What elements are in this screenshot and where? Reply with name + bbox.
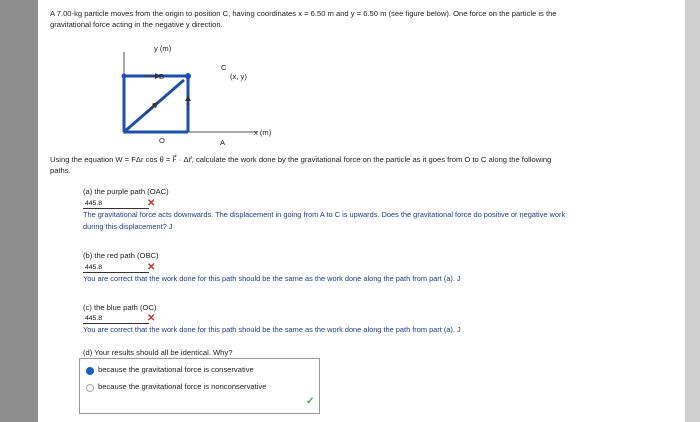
- x-axis-label: x (m): [254, 128, 272, 137]
- instruction-line1: Using the equation W = FΔr cos θ = F⃗ · Δr⃗, calculate the work done by the gravitational force on the particle as it goes from O to C along the following: [50, 155, 552, 164]
- part-a-label: (a) the purple path (OAC): [83, 187, 169, 196]
- part-a-answer-input[interactable]: 445.8: [83, 199, 149, 209]
- part-b-wrong-icon: ✕: [147, 262, 156, 273]
- arrow-oc: [146, 104, 156, 113]
- part-c-label: (c) the blue path (OC): [83, 303, 157, 312]
- part-d-label: (d) Your results should all be identical. Why?: [83, 348, 233, 357]
- option2-radio[interactable]: [86, 384, 94, 392]
- problem-text-line2: gravitational force acting in the negative y direction.: [50, 20, 223, 29]
- right-edge-strip: [685, 0, 700, 422]
- part-a-wrong-icon: ✕: [147, 198, 156, 209]
- path-figure: [108, 40, 288, 152]
- part-c-wrong-icon: ✕: [147, 313, 156, 324]
- part-a-feedback-line1: The gravitational force acts downwards. The displacement in going from A to C is upwards. Does the gravitational force do positive or negative work: [83, 210, 566, 219]
- coord-label: (x, y): [230, 72, 247, 81]
- part-c-answer-input[interactable]: 445.8: [83, 314, 149, 324]
- y-axis-label: y (m): [154, 44, 172, 53]
- point-a-label: A: [220, 138, 226, 147]
- part-b-label: (b) the red path (OBC): [83, 251, 159, 260]
- problem-text-line1: A 7.00-kg particle moves from the origin to position C, having coordinates x = 6.50 m and y = 6.50 m (see figure below). One force on the particle is the: [50, 9, 557, 18]
- part-b-answer-input[interactable]: 445.8: [83, 263, 149, 273]
- option2-label[interactable]: because the gravitational force is nonconservative: [98, 382, 267, 391]
- point-b-dot: [122, 74, 127, 79]
- part-c-feedback: You are correct that the work done for this path should be the same as the work done along the path from part (a). J: [83, 325, 461, 334]
- part-a-feedback-line2: during this displacement? J: [83, 222, 173, 231]
- part-b-feedback: You are correct that the work done for this path should be the same as the work done along the path from part (a). J: [83, 274, 461, 283]
- part-d-options-panel: [79, 358, 320, 414]
- option1-radio[interactable]: [86, 367, 94, 375]
- instruction-line2: paths.: [50, 166, 71, 175]
- point-c-dot: [185, 73, 191, 79]
- point-c-label: C: [221, 63, 227, 72]
- point-b-label: B: [159, 72, 165, 81]
- option1-label[interactable]: because the gravitational force is conservative: [98, 365, 254, 374]
- correct-check-icon: ✓: [306, 396, 315, 407]
- point-o-label: O: [159, 136, 165, 145]
